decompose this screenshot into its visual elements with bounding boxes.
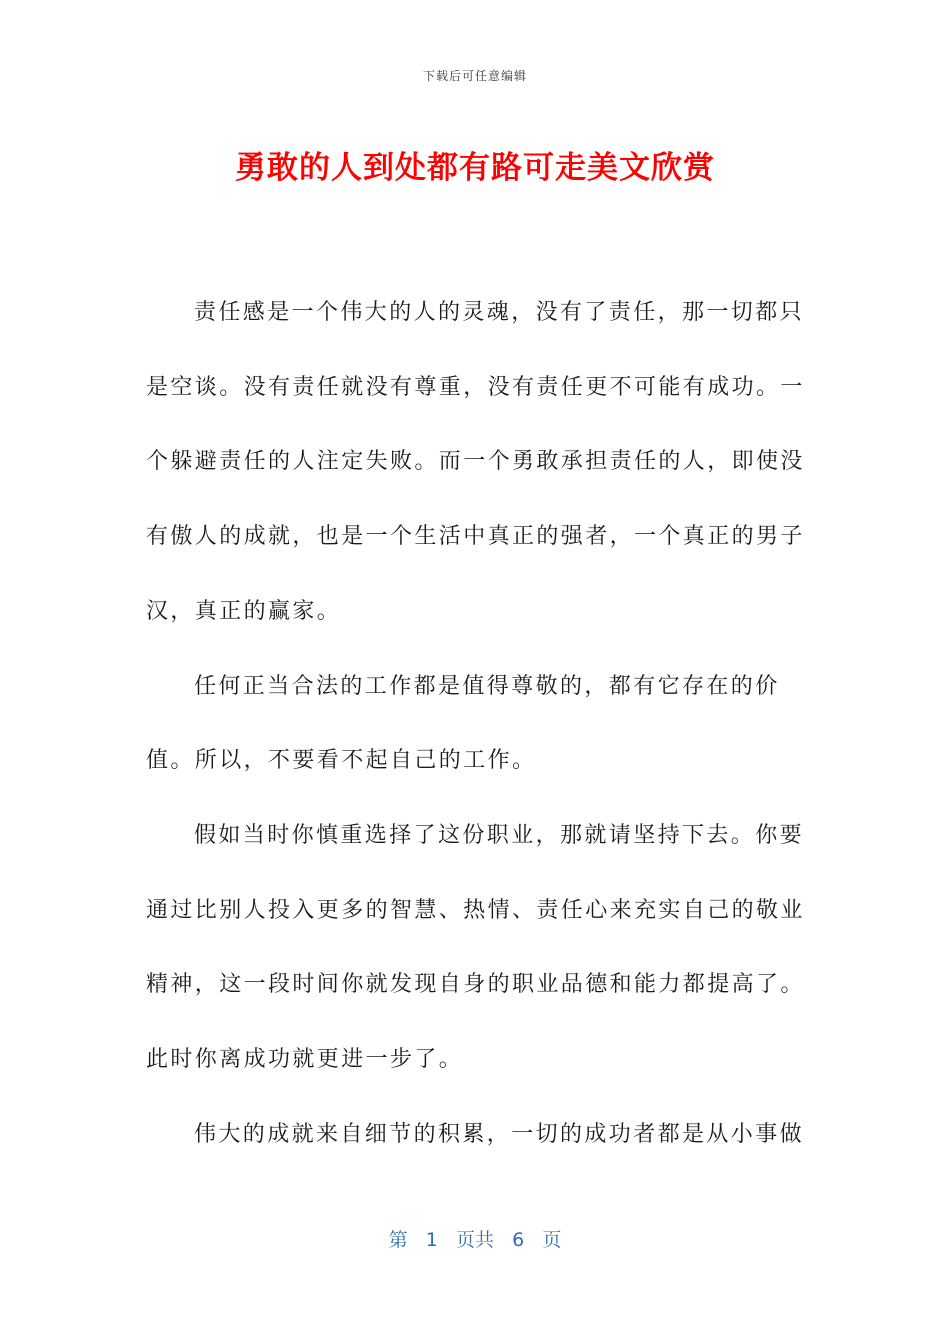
paragraph: 伟大的成就来自细节的积累，一切的成功者都是从小事做: [194, 1121, 805, 1147]
footer-label-page: 第: [388, 1229, 408, 1251]
paragraph: 假如当时你慎重选择了这份职业，那就请坚持下去。你要通过比别人投入更多的智慧、热情、责任心来充实自己的敬业精神，这一段时间你就发现自身的职业品德和能力都提高了。此时你离成功就更进一步了。: [146, 822, 805, 1073]
footer-label-of: 页共: [455, 1229, 494, 1251]
paragraph: 责任感是一个伟大的人的灵魂，没有了责任，那一切都只是空谈。没有责任就没有尊重，没有责任更不可能有成功。一个躲避责任的人注定失败。而一个勇敢承担责任的人，即使没有傲人的成就，也是一个生活中真正的强者，一个真正的男子汉，真正的赢家。: [146, 300, 805, 624]
footer-total-pages: 6: [512, 1229, 525, 1251]
header-note: 下载后可任意编辑: [422, 69, 527, 83]
footer-current-page: 1: [425, 1229, 438, 1251]
document-body: [146, 276, 812, 1172]
footer-label-pages: 页: [542, 1229, 562, 1251]
page-footer: [0, 1225, 950, 1252]
document-title: 勇敢的人到处都有路可走美文欣赏: [235, 150, 715, 186]
paragraph: 任何正当合法的工作都是值得尊敬的，都有它存在的价值。所以，不要看不起自己的工作。: [146, 673, 780, 774]
